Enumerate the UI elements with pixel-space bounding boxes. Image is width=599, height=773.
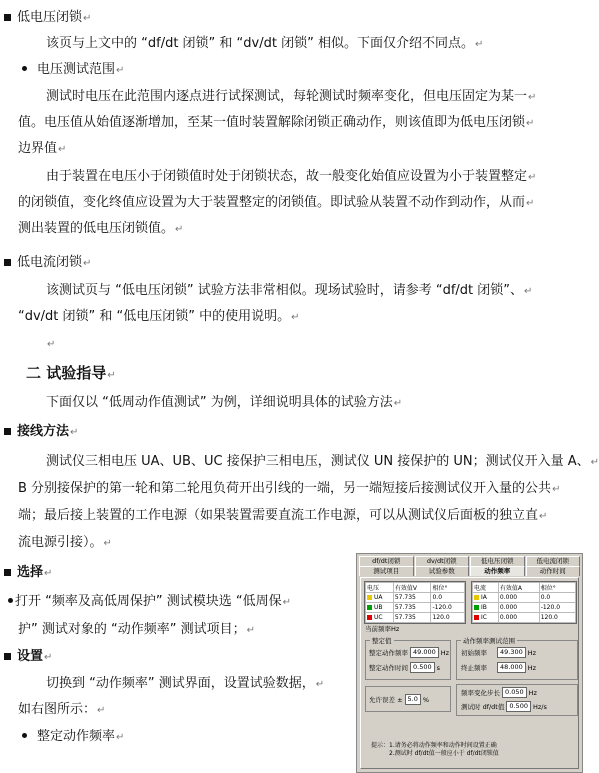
range-group xyxy=(456,637,578,680)
paragraph-mark-icon: ↵ xyxy=(315,679,325,690)
paragraph-text: 电压测试范围 xyxy=(37,62,116,77)
tip-line: 提示：1.请务必将动作频率和动作时间设置正确 xyxy=(371,742,497,749)
paragraph-mark-icon: ↵ xyxy=(44,652,53,663)
paragraph-text: 的闭锁值，变化终值应设置为大于装置整定的闭锁值。即试验从装置不动作到动作，从而 xyxy=(18,195,526,210)
tab-action-time[interactable]: 动作时间 xyxy=(526,566,581,576)
dfdt-input[interactable]: 0.500 xyxy=(506,701,531,712)
tab-dvdt-lock[interactable]: dv/dt闭锁 xyxy=(415,556,470,566)
paragraph-mark-icon: ↵ xyxy=(526,198,535,209)
col-current-phase: 相位° xyxy=(539,583,575,593)
step-group xyxy=(456,684,578,716)
set-time-input[interactable]: 0.500 xyxy=(410,662,435,673)
voltage-name: UB xyxy=(374,604,383,611)
paragraph-mark-icon: ↵ xyxy=(528,92,537,103)
voltage-phase-cell[interactable]: -120.0 xyxy=(431,603,465,613)
col-voltage: 电压 xyxy=(366,583,394,593)
paragraph-text: 如右图所示： xyxy=(18,702,97,717)
paragraph-mark-icon: ↵ xyxy=(44,568,53,579)
text-line xyxy=(46,281,584,302)
text-line xyxy=(2,422,584,443)
voltage-name-cell xyxy=(366,613,394,623)
current-value-cell[interactable]: 0.000 xyxy=(498,613,539,623)
setting-group-title: 整定值 xyxy=(372,637,392,645)
error-row xyxy=(369,694,429,705)
tab-low-current-lock[interactable]: 低电流闭锁 xyxy=(526,556,581,566)
dot-bullet-icon xyxy=(22,66,27,71)
paragraph-mark-icon: ↵ xyxy=(47,339,56,350)
set-freq-unit: Hz xyxy=(440,648,450,657)
text-line xyxy=(2,253,584,274)
phase-color-icon xyxy=(367,605,372,610)
paragraph-text: 测试仪三相电压 UA、UB、UC 接保护三相电压，测试仪 UN 接保护的 UN；测试仪开入量 A、 xyxy=(46,454,590,469)
square-bullet-icon xyxy=(4,569,11,576)
voltage-phase-cell[interactable]: 0.0 xyxy=(431,593,465,603)
end-freq-unit: Hz xyxy=(527,663,537,672)
text-line xyxy=(18,139,584,160)
current-value-cell[interactable]: 0.000 xyxy=(498,593,539,603)
set-freq-label: 整定动作频率 xyxy=(369,649,408,657)
set-time-unit: s xyxy=(436,663,440,672)
paragraph-mark-icon: ↵ xyxy=(282,597,291,608)
tab-action-frequency[interactable]: 动作频率 xyxy=(470,566,525,576)
voltage-name-cell xyxy=(366,603,394,613)
tips xyxy=(371,742,499,758)
paragraph-mark-icon: ↵ xyxy=(291,312,300,323)
square-bullet-icon xyxy=(4,14,11,21)
paragraph-mark-icon: ↵ xyxy=(246,625,255,636)
step-label: 频率变化步长 xyxy=(461,689,500,697)
paragraph-text: 该页与上文中的 “df/dt 闭锁” 和 “dv/dt 闭锁” 相似。下面仅介绍不同点。 xyxy=(46,36,474,51)
paragraph-mark-icon: ↵ xyxy=(552,484,561,495)
text-line xyxy=(46,393,584,414)
paragraph-mark-icon: ↵ xyxy=(393,398,403,409)
paragraph-mark-icon: ↵ xyxy=(526,118,535,129)
set-freq-input[interactable]: 49.000 xyxy=(410,647,439,658)
phase-color-icon xyxy=(474,605,479,610)
paragraph-mark-icon: ↵ xyxy=(97,705,106,716)
square-bullet-icon xyxy=(4,259,11,266)
paragraph-mark-icon: ↵ xyxy=(107,370,116,381)
voltage-row[interactable] xyxy=(366,613,465,623)
dfdt-row xyxy=(461,701,547,712)
subheading: 设置 xyxy=(17,649,44,664)
step-row xyxy=(461,687,537,698)
text-line xyxy=(18,506,584,527)
set-freq-row xyxy=(369,647,449,658)
dot-bullet-icon xyxy=(22,733,27,738)
voltage-name: UA xyxy=(374,594,383,601)
text-line xyxy=(18,193,584,214)
square-bullet-icon xyxy=(4,428,11,435)
text-line xyxy=(18,479,584,500)
current-row[interactable] xyxy=(473,593,576,603)
paragraph-text: “dv/dt 闭锁” 和 “低电压闭锁” 中的使用说明。 xyxy=(18,309,291,324)
error-input[interactable]: 5.0 xyxy=(405,694,421,705)
tab-row-top xyxy=(359,556,580,566)
error-group xyxy=(365,686,451,712)
end-freq-input[interactable]: 48.000 xyxy=(497,662,526,673)
current-name-cell xyxy=(473,613,499,623)
current-name: IA xyxy=(481,594,487,601)
current-phase-cell[interactable]: -120.0 xyxy=(539,603,575,613)
step-input[interactable]: 0.050 xyxy=(502,687,527,698)
paragraph-mark-icon: ↵ xyxy=(474,39,484,50)
paragraph-mark-icon: ↵ xyxy=(70,427,79,438)
paragraph-mark-icon: ↵ xyxy=(116,65,125,76)
tab-test-params[interactable]: 试验参数 xyxy=(415,566,470,576)
paragraph-mark-icon: ↵ xyxy=(83,258,92,269)
text-line xyxy=(18,533,584,554)
dot-bullet-icon xyxy=(8,598,13,603)
col-current: 电流 xyxy=(473,583,499,593)
tip-line: 2.测试时 df/dt值一般应小于 df/dt闭锁值 xyxy=(371,750,499,757)
text-line xyxy=(46,167,584,188)
current-name-cell xyxy=(473,603,499,613)
test-settings-screenshot xyxy=(356,553,583,773)
phase-color-icon xyxy=(474,615,479,620)
phase-color-icon xyxy=(474,595,479,600)
current-row[interactable] xyxy=(473,603,576,613)
voltage-row[interactable] xyxy=(366,593,465,603)
text-line xyxy=(18,113,584,134)
tab-content xyxy=(360,577,579,769)
paragraph-mark-icon: ↵ xyxy=(58,144,67,155)
paragraph-text: 测试时电压在此范围内逐点进行试探测试，每轮测试时频率变化，但电压固定为某一 xyxy=(46,89,528,104)
paragraph-text: 整定动作频率 xyxy=(37,729,116,744)
text-line xyxy=(46,334,584,355)
error-unit: % xyxy=(422,695,430,704)
range-group-title: 动作频率测试范围 xyxy=(463,637,515,645)
col-voltage-rms: 有效值V xyxy=(393,583,431,593)
tab-test-item[interactable]: 测试项目 xyxy=(359,566,414,576)
phase-color-icon xyxy=(367,595,372,600)
current-name: IB xyxy=(481,604,487,611)
current-value-cell[interactable]: 0.000 xyxy=(498,603,539,613)
current-frequency-label: 当前频率Hz xyxy=(365,625,400,633)
paragraph-text: 打开 “频率及高低周保护” 测试模块选 “低周保 xyxy=(15,594,282,609)
step-unit: Hz xyxy=(528,688,537,697)
start-freq-input[interactable]: 49.300 xyxy=(497,647,526,658)
paragraph-mark-icon: ↵ xyxy=(524,286,533,297)
paragraph-mark-icon: ↵ xyxy=(83,13,92,24)
current-name: IC xyxy=(481,614,487,621)
set-time-row xyxy=(369,662,440,673)
paragraph-mark-icon: ↵ xyxy=(103,538,112,549)
text-line xyxy=(46,34,584,55)
text-line xyxy=(46,452,599,473)
set-time-label: 整定动作时间 xyxy=(369,664,408,672)
paragraph-text: 流电源引接）。 xyxy=(18,535,103,550)
paragraph-mark-icon: ↵ xyxy=(590,457,599,468)
paragraph-text: 低电压闭锁 xyxy=(17,10,83,25)
start-freq-label: 初始频率 xyxy=(461,649,487,657)
current-name-cell xyxy=(473,593,499,603)
paragraph-text: 值。电压值从始值逐渐增加，至某一值时装置解除闭锁正确动作，则该值即为低电压闭锁 xyxy=(18,115,526,130)
text-line xyxy=(26,363,584,386)
text-line xyxy=(18,307,584,328)
paragraph-mark-icon: ↵ xyxy=(528,172,537,183)
current-phase-cell[interactable]: 0.0 xyxy=(539,593,575,603)
paragraph-text: 由于装置在电压小于闭锁值时处于闭锁状态，故一般变化始值应设置为小于装置整定 xyxy=(46,169,528,184)
voltage-phase-cell[interactable]: 120.0 xyxy=(431,613,465,623)
paragraph-text: 端；最后接上装置的工作电源（如果装置需要直流工作电源，可以从测试仪后面板的独立直 xyxy=(18,508,539,523)
tab-low-voltage-lock[interactable]: 低电压闭锁 xyxy=(470,556,525,566)
section-heading: 二 试验指导 xyxy=(26,364,107,382)
current-row[interactable] xyxy=(473,613,576,623)
square-bullet-icon xyxy=(4,653,11,660)
paragraph-text: 该测试页与 “低电压闭锁” 试验方法非常相似。现场试验时，请参考 “df/dt 闭锁”、 xyxy=(46,283,524,298)
tab-dfdt-lock[interactable]: df/dt闭锁 xyxy=(359,556,414,566)
paragraph-text: 切换到 “动作频率” 测试界面，设置试验数据， xyxy=(46,676,315,691)
text-line xyxy=(0,60,584,81)
col-voltage-phase: 相位° xyxy=(431,583,465,593)
text-line xyxy=(18,219,584,240)
start-freq-row xyxy=(461,647,536,658)
voltage-name-cell xyxy=(366,593,394,603)
setting-group xyxy=(365,637,451,680)
paragraph-text: 护” 测试对象的 “动作频率” 测试项目； xyxy=(18,622,246,637)
phase-color-icon xyxy=(367,615,372,620)
current-frequency xyxy=(365,624,399,633)
paragraph-mark-icon: ↵ xyxy=(175,224,184,235)
subheading: 接线方法 xyxy=(17,424,70,439)
paragraph-text: B 分别接保护的第一轮和第二轮甩负荷开出引线的一端，另一端短接后接测试仪开入量的公共 xyxy=(18,481,552,496)
dfdt-unit: Hz/s xyxy=(532,702,547,711)
end-freq-label: 终止频率 xyxy=(461,664,487,672)
voltage-value-cell[interactable]: 57.735 xyxy=(393,593,431,603)
voltage-name: UC xyxy=(374,614,383,621)
paragraph-mark-icon: ↵ xyxy=(539,511,548,522)
col-current-rms: 有效值A xyxy=(498,583,539,593)
voltage-table[interactable] xyxy=(364,581,466,624)
error-label: 允许误差 ± xyxy=(369,696,403,704)
text-line xyxy=(46,87,584,108)
current-table[interactable] xyxy=(471,581,577,624)
voltage-value-cell[interactable]: 57.735 xyxy=(393,603,431,613)
end-freq-row xyxy=(461,662,536,673)
voltage-value-cell[interactable]: 57.735 xyxy=(393,613,431,623)
text-line xyxy=(2,8,584,29)
subheading: 选择 xyxy=(17,565,44,580)
paragraph-text: 边界值 xyxy=(18,141,58,156)
dfdt-label: 测试时 df/dt值 xyxy=(461,703,505,711)
paragraph-mark-icon: ↵ xyxy=(116,732,125,743)
tab-row-bottom xyxy=(359,566,580,576)
paragraph-text: 测出装置的低电压闭锁值。 xyxy=(18,221,175,236)
paragraph-text: 低电流闭锁 xyxy=(17,255,83,270)
voltage-row[interactable] xyxy=(366,603,465,613)
paragraph-text: 下面仅以 “低周动作值测试” 为例，详细说明具体的试验方法 xyxy=(46,395,393,410)
current-phase-cell[interactable]: 120.0 xyxy=(539,613,575,623)
start-freq-unit: Hz xyxy=(527,648,537,657)
